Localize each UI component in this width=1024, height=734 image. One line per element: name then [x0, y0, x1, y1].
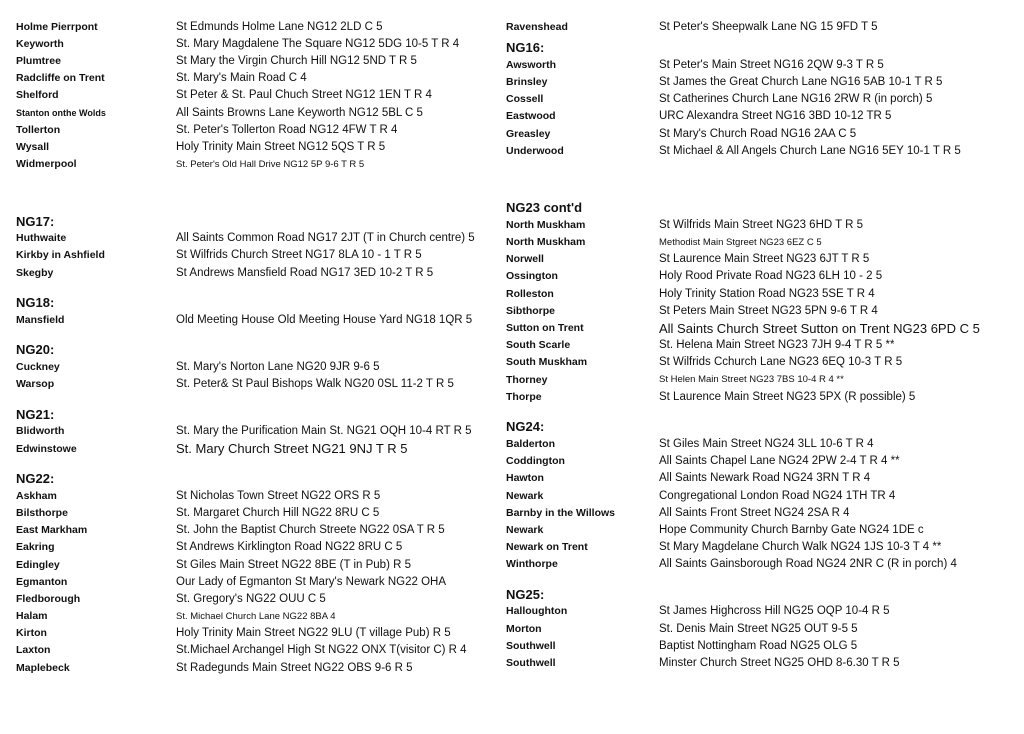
church-entry: [506, 654, 1014, 671]
church-entry: [16, 87, 506, 104]
church-details: St Helen Main Street NG23 7BS 10-4 R 4 **: [659, 374, 844, 386]
church-details: All Saints Browns Lane Keyworth NG12 5BL C 5: [176, 106, 423, 119]
church-details: St Mary Magdelane Church Walk NG24 1JS 10-3 T 4 **: [659, 541, 942, 554]
church-entry: [506, 142, 1014, 159]
place-name: Greasley: [506, 127, 551, 140]
place-name: Plumtree: [16, 54, 61, 67]
place-name: Morton: [506, 622, 542, 635]
postcode-heading: NG24:: [506, 419, 545, 435]
place-name: South Muskham: [506, 356, 588, 369]
church-details: Holy Trinity Main Street NG22 9LU (T village Pub) R 5: [176, 627, 451, 640]
church-details: St Mary the Virgin Church Hill NG12 5ND T R 5: [176, 54, 417, 67]
church-details: All Saints Gainsborough Road NG24 2NR C (R in porch) 4: [659, 558, 957, 571]
place-name: Barnby in the Willows: [506, 506, 615, 519]
place-name: Cuckney: [16, 361, 60, 374]
place-name: Underwood: [506, 144, 564, 157]
church-details: St. Mary the Purification Main St. NG21 OQH 10-4 RT R 5: [176, 425, 472, 438]
place-name: Edwinstowe: [16, 442, 77, 455]
church-entry: [506, 251, 1014, 268]
church-entry: [506, 108, 1014, 125]
church-details: St. Peter& St Paul Bishops Walk NG20 0SL 11-2 T R 5: [176, 378, 454, 391]
church-entry: [506, 539, 1014, 556]
section-gap: [16, 173, 506, 209]
place-name: Tollerton: [16, 123, 61, 136]
place-name: Newark on Trent: [506, 541, 588, 554]
church-entry: [16, 642, 506, 659]
church-details: St James the Great Church Lane NG16 5AB 10-1 T R 5: [659, 75, 943, 88]
church-details: St. Helena Main Street NG23 7JH 9-4 T R 5 **: [659, 339, 895, 352]
church-entry: [506, 371, 1014, 388]
place-name: North Muskham: [506, 218, 586, 231]
place-name: Awsworth: [506, 58, 556, 71]
church-entry: [16, 573, 506, 590]
church-details: Congregational London Road NG24 1TH TR 4: [659, 489, 896, 502]
place-name: Hawton: [506, 472, 544, 485]
place-name: Southwell: [506, 657, 556, 670]
church-details: Holy Trinity Station Road NG23 5SE T R 4: [659, 287, 875, 300]
section-gap: [16, 328, 506, 337]
postcode-heading: NG21:: [16, 406, 55, 422]
church-details: All Saints Common Road NG17 2JT (T in Church centre) 5: [176, 232, 475, 245]
church-entry: [16, 608, 506, 625]
postcode-heading: NG22:: [16, 471, 55, 487]
place-name: Mansfield: [16, 313, 65, 326]
church-entry: [16, 156, 506, 173]
postcode-heading: NG23 cont'd: [506, 200, 583, 216]
place-name: Sibthorpe: [506, 304, 555, 317]
church-entry: [16, 556, 506, 573]
church-entry: [506, 470, 1014, 487]
church-details: St. Margaret Church Hill NG22 8RU C 5: [176, 506, 380, 519]
section-gap: [506, 573, 1014, 582]
postcode-heading: NG17:: [16, 213, 55, 229]
place-name: Kirton: [16, 627, 47, 640]
church-entry: [506, 319, 1014, 336]
church-details: St. Peter's Old Hall Drive NG12 5P 9-6 T R 5: [176, 158, 365, 170]
church-details: St. Peter's Tollerton Road NG12 4FW T R 4: [176, 123, 398, 136]
church-details: Holy Rood Private Road NG23 6LH 10 - 2 5: [659, 270, 883, 283]
church-entry: [16, 440, 506, 457]
place-name: Warsop: [16, 378, 55, 391]
church-entry: [506, 453, 1014, 470]
place-name: Thorpe: [506, 390, 542, 403]
place-name: Keyworth: [16, 37, 64, 50]
church-details: St Michael & All Angels Church Lane NG16 5EY 10-1 T R 5: [659, 144, 961, 157]
place-name: Blidworth: [16, 425, 65, 438]
church-details: St Laurence Main Street NG23 6JT T R 5: [659, 253, 870, 266]
church-details: Baptist Nottingham Road NG25 OLG 5: [659, 639, 858, 652]
church-entry: [16, 522, 506, 539]
place-name: Kirkby in Ashfield: [16, 249, 105, 262]
church-details: Minster Church Street NG25 OHD 8-6.30 T R 5: [659, 657, 900, 670]
left-column: [16, 18, 506, 676]
church-details: St Catherines Church Lane NG16 2RW R (in porch) 5: [659, 93, 933, 106]
place-name: Brinsley: [506, 75, 548, 88]
church-entry: [506, 504, 1014, 521]
church-entry: [506, 268, 1014, 285]
church-entry: [506, 216, 1014, 233]
church-entry: [506, 637, 1014, 654]
church-entry: [506, 556, 1014, 573]
church-entry: [506, 91, 1014, 108]
place-name: Thorney: [506, 373, 548, 386]
church-entry: [506, 487, 1014, 504]
church-entry: [506, 56, 1014, 73]
church-details: St. Michael Church Lane NG22 8BA 4: [176, 610, 336, 622]
church-details: All Saints Chapel Lane NG24 2PW 2-4 T R 4 **: [659, 455, 900, 468]
church-entry: [16, 539, 506, 556]
place-name: Stanton onthe Wolds: [16, 107, 106, 118]
church-details: Old Meeting House Old Meeting House Yard NG18 1QR 5: [176, 313, 473, 326]
church-entry: [16, 487, 506, 504]
church-entry: [16, 35, 506, 52]
church-entry: [506, 337, 1014, 354]
church-details: St Wilfrids Main Street NG23 6HD T R 5: [659, 218, 864, 231]
place-name: Fledborough: [16, 592, 81, 605]
church-entry: [16, 104, 506, 121]
church-details: St Nicholas Town Street NG22 ORS R 5: [176, 489, 381, 502]
place-name: Norwell: [506, 253, 544, 266]
church-entry: [16, 70, 506, 87]
place-name: Newark: [506, 489, 544, 502]
place-name: Wysall: [16, 140, 50, 153]
church-entry: [506, 354, 1014, 371]
church-entry: [506, 603, 1014, 620]
church-entry: [506, 521, 1014, 538]
church-entry: [16, 590, 506, 607]
place-name: Widmerpool: [16, 158, 77, 171]
section-gap: [16, 281, 506, 290]
church-details: Our Lady of Egmanton St Mary's Newark NG22 OHA: [176, 575, 446, 588]
church-details: Hope Community Church Barnby Gate NG24 1DE c: [659, 523, 924, 536]
place-name: Holme Pierrpont: [16, 20, 98, 33]
church-entry: [16, 504, 506, 521]
church-details: St Giles Main Street NG24 3LL 10-6 T R 4: [659, 437, 874, 450]
church-details: St Mary's Church Road NG16 2AA C 5: [659, 127, 857, 140]
church-details: St Peters Main Street NG23 5PN 9-6 T R 4: [659, 304, 878, 317]
place-name: Eakring: [16, 541, 55, 554]
place-name: Ravenshead: [506, 20, 568, 33]
postcode-heading: NG20:: [16, 342, 55, 358]
place-name: Edingley: [16, 558, 60, 571]
place-name: East Markham: [16, 524, 88, 537]
place-name: Sutton on Trent: [506, 322, 584, 335]
church-details: St. Mary Magdalene The Square NG12 5DG 10-5 T R 4: [176, 37, 460, 50]
church-details: All Saints Front Street NG24 2SA R 4: [659, 506, 850, 519]
postcode-heading: NG25:: [506, 586, 545, 602]
place-name: Bilsthorpe: [16, 506, 68, 519]
place-name: Halam: [16, 610, 48, 623]
church-details: Holy Trinity Main Street NG12 5QS T R 5: [176, 140, 386, 153]
place-name: Southwell: [506, 639, 556, 652]
church-details: St Giles Main Street NG22 8BE (T in Pub) R 5: [176, 558, 411, 571]
church-details: St Peter's Sheepwalk Lane NG 15 9FD T 5: [659, 20, 878, 33]
church-entry: [506, 302, 1014, 319]
section-gap: [16, 457, 506, 466]
church-details: St Andrews Kirklington Road NG22 8RU C 5: [176, 541, 403, 554]
place-name: Newark: [506, 523, 544, 536]
church-entry: [506, 388, 1014, 405]
place-name: Halloughton: [506, 605, 568, 618]
place-name: Radcliffe on Trent: [16, 72, 105, 85]
postcode-heading: NG18:: [16, 295, 55, 311]
place-name: Shelford: [16, 89, 59, 102]
church-entry: [16, 52, 506, 69]
church-details: St Edmunds Holme Lane NG12 2LD C 5: [176, 20, 383, 33]
place-name: Eastwood: [506, 110, 556, 123]
church-details: URC Alexandra Street NG16 3BD 10-12 TR 5: [659, 110, 892, 123]
place-name: North Muskham: [506, 236, 586, 249]
church-entry: [506, 234, 1014, 251]
church-entry: [506, 435, 1014, 452]
church-entry: [16, 138, 506, 155]
place-name: Skegby: [16, 266, 54, 279]
church-details: All Saints Newark Road NG24 3RN T R 4: [659, 472, 871, 485]
church-entry: [16, 423, 506, 440]
church-entry: [506, 620, 1014, 637]
place-name: Huthwaite: [16, 232, 67, 245]
section-gap: [506, 159, 1014, 195]
church-details: St Wilfrids Cchurch Lane NG23 6EQ 10-3 T R 5: [659, 356, 903, 369]
church-details: St.Michael Archangel High St NG22 ONX T(visitor C) R 4: [176, 644, 467, 657]
place-name: Maplebeck: [16, 661, 70, 674]
place-name: Laxton: [16, 644, 51, 657]
church-entry: [16, 358, 506, 375]
place-name: Rolleston: [506, 287, 554, 300]
church-details: St. Mary's Main Road C 4: [176, 72, 307, 85]
section-gap: [506, 405, 1014, 414]
church-details: St Peter's Main Street NG16 2QW 9-3 T R 5: [659, 58, 884, 71]
church-details: St Laurence Main Street NG23 5PX (R possible) 5: [659, 390, 916, 403]
church-entry: [16, 230, 506, 247]
church-entry: [16, 311, 506, 328]
church-entry: [16, 264, 506, 281]
place-name: Cossell: [506, 93, 544, 106]
church-entry: [16, 376, 506, 393]
place-name: Coddington: [506, 455, 565, 468]
church-details: Methodist Main Stgreet NG23 6EZ C 5: [659, 236, 822, 248]
church-details: St. Denis Main Street NG25 OUT 9-5 5: [659, 622, 858, 635]
church-entry: [506, 125, 1014, 142]
place-name: South Scarle: [506, 339, 571, 352]
church-details: St Wilfrids Church Street NG17 8LA 10 - 1 T R 5: [176, 249, 422, 262]
church-entry: [16, 18, 506, 35]
church-entry: [16, 659, 506, 676]
section-gap: [16, 393, 506, 402]
right-column: [506, 18, 1014, 672]
place-name: Balderton: [506, 437, 556, 450]
place-name: Ossington: [506, 270, 558, 283]
postcode-heading: NG16:: [506, 40, 545, 56]
place-name: Askham: [16, 489, 57, 502]
church-details: St Peter & St. Paul Chuch Street NG12 1EN T R 4: [176, 89, 432, 102]
church-details: St. John the Baptist Church Streete NG22 0SA T R 5: [176, 524, 445, 537]
church-details: St James Highcross Hill NG25 OQP 10-4 R 5: [659, 605, 890, 618]
church-details: St. Mary's Norton Lane NG20 9JR 9-6 5: [176, 361, 380, 374]
church-entry: [506, 18, 1014, 35]
church-details: St. Gregory's NG22 OUU C 5: [176, 592, 326, 605]
church-details: All Saints Church Street Sutton on Trent NG23 6PD C 5: [659, 320, 980, 336]
church-details: St Radegunds Main Street NG22 OBS 9-6 R 5: [176, 661, 413, 674]
church-details: St. Mary Church Street NG21 9NJ T R 5: [176, 441, 408, 457]
church-entry: [506, 73, 1014, 90]
church-entry: [16, 625, 506, 642]
church-entry: [506, 285, 1014, 302]
church-entry: [16, 247, 506, 264]
place-name: Egmanton: [16, 575, 68, 588]
place-name: Winthorpe: [506, 558, 558, 571]
church-details: St Andrews Mansfield Road NG17 3ED 10-2 T R 5: [176, 266, 434, 279]
church-entry: [16, 121, 506, 138]
